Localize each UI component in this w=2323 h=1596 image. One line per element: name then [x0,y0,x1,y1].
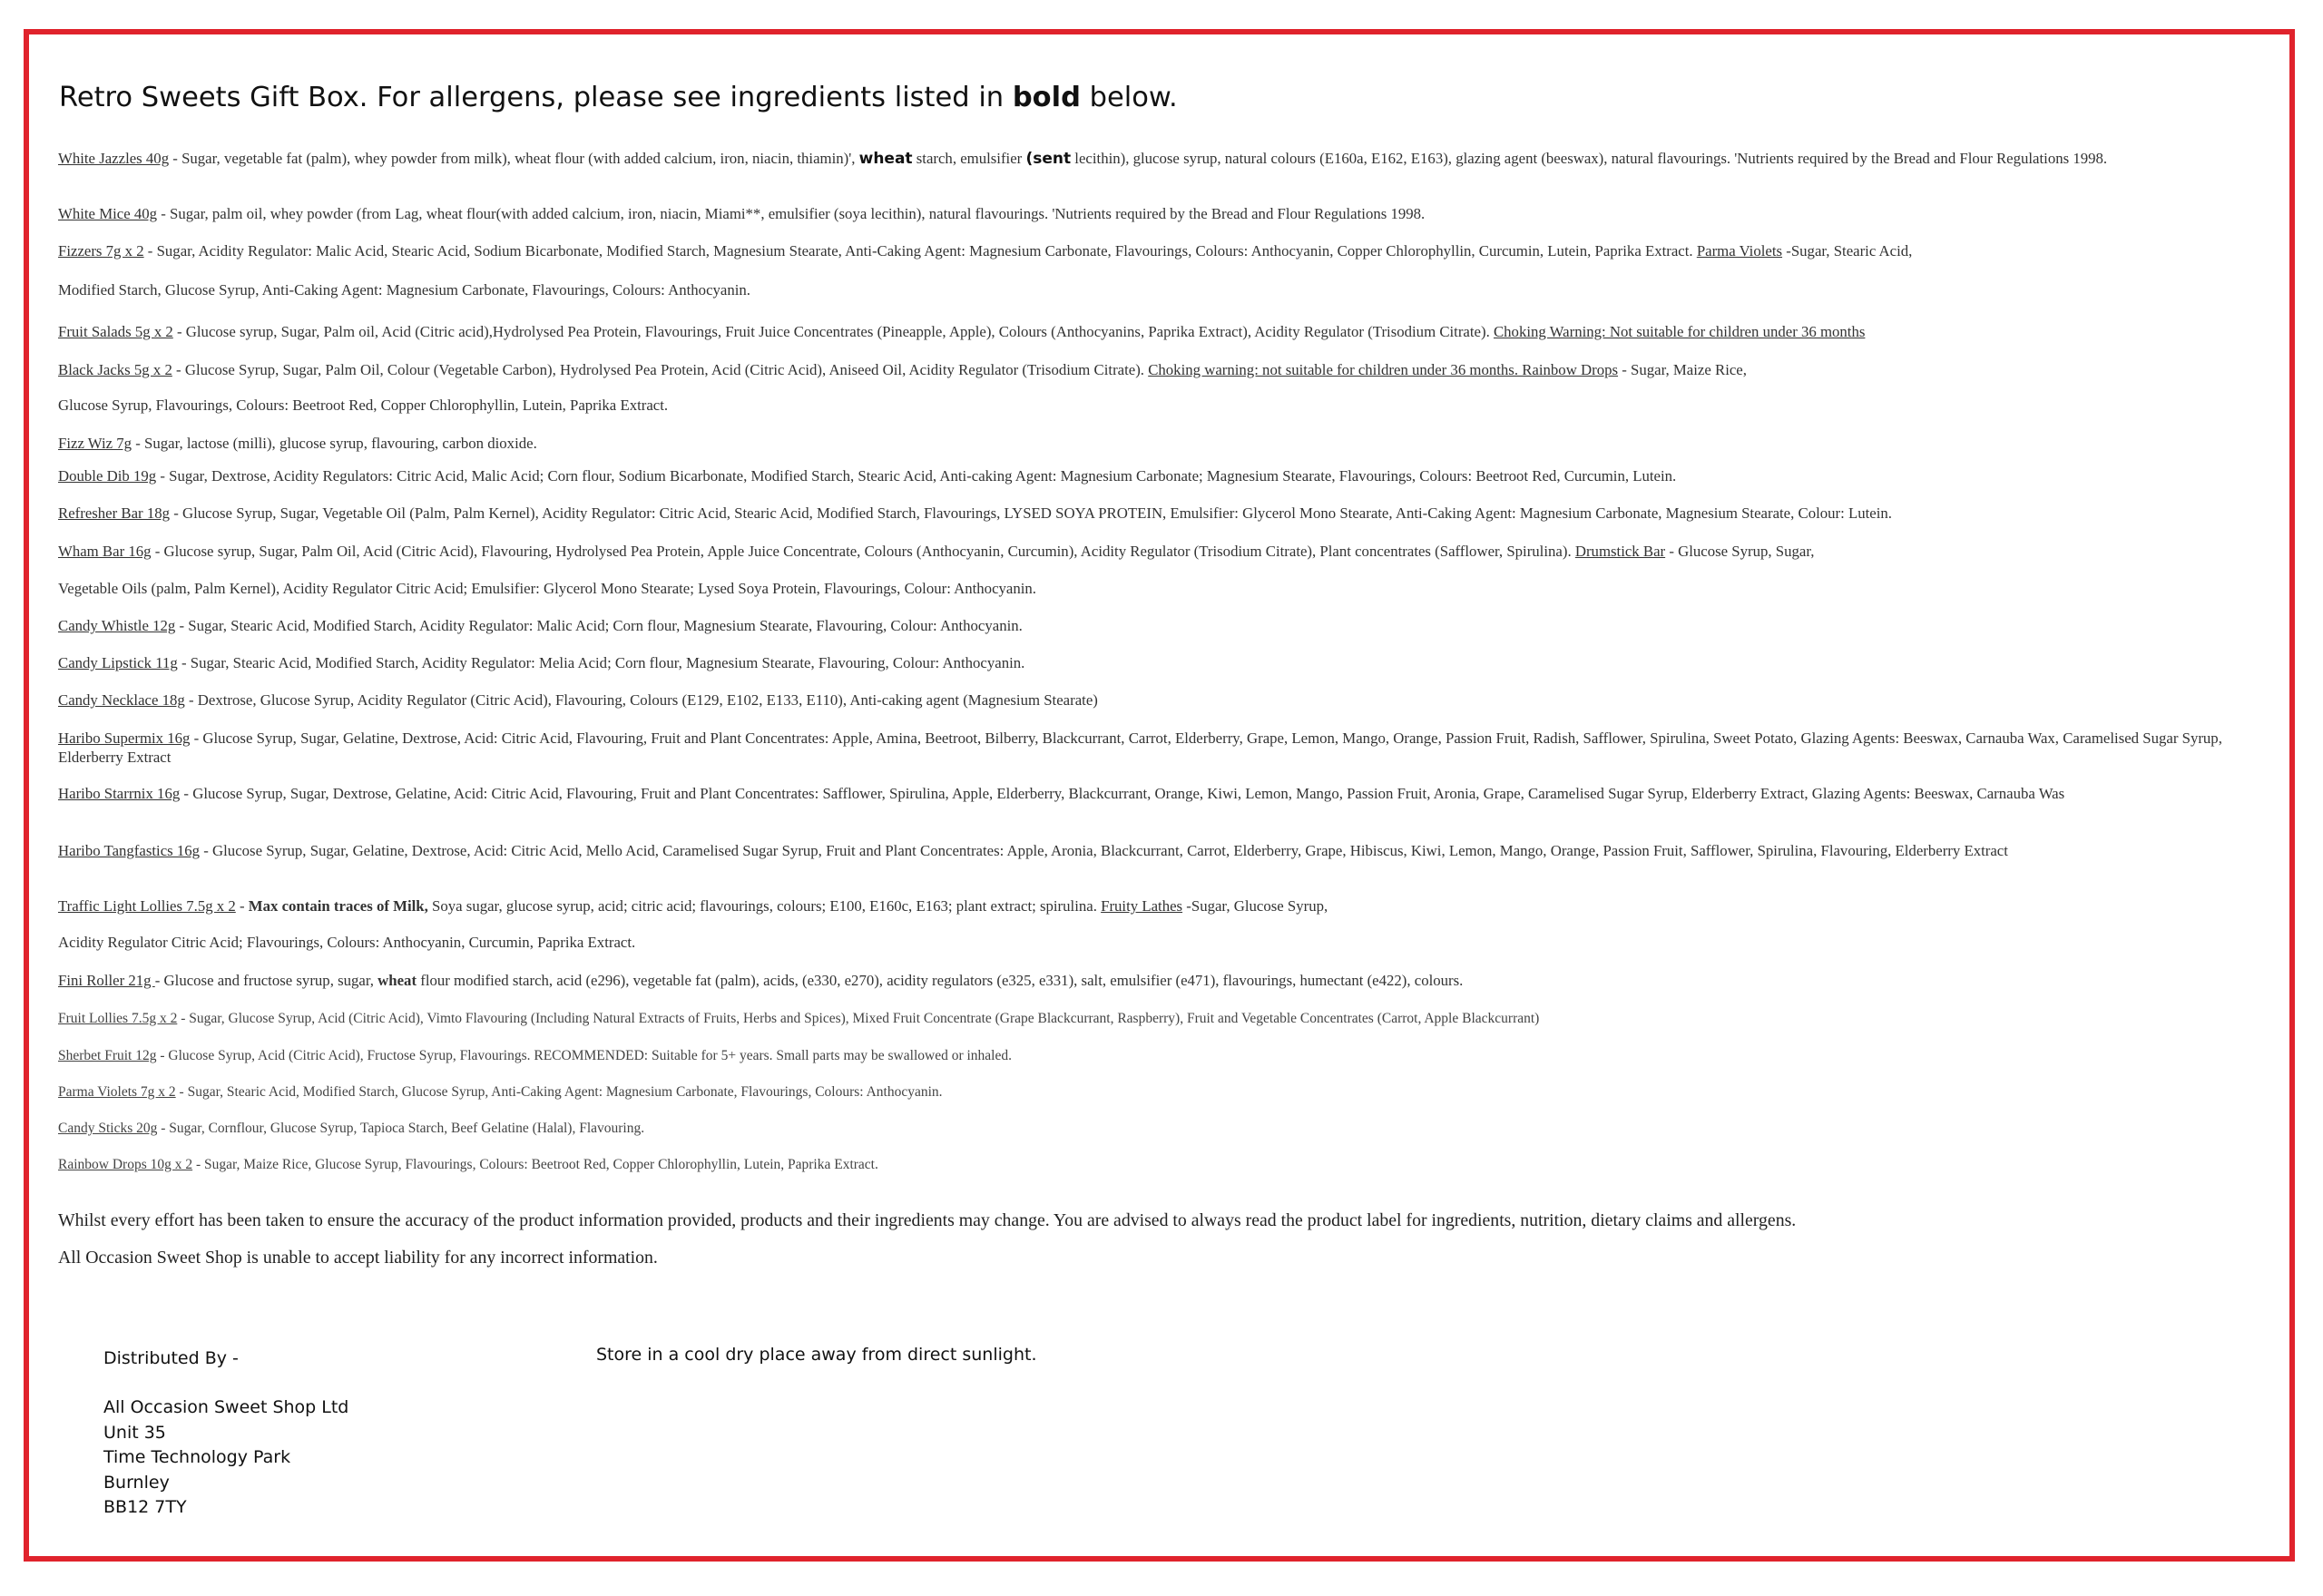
ingredient-fini-roller [58,972,2269,991]
choking-warning: Choking warning: not suitable for children under 36 months. Rainbow Drops [1148,361,1619,378]
ingredient-text: - Sugar, Cornflour, Glucose Syrup, Tapioca Starch, Beef Gelatine (Halal), Flavouring. [157,1121,645,1136]
product-name: Fruity Lathes [1101,897,1183,915]
ingredient-text: - Dextrose, Glucose Syrup, Acidity Regulator (Citric Acid), Flavouring, Colours (E129, E102, E133, E110), Anti-caking agent (Magnesium Stearate) [184,691,1098,709]
ingredient-refresher-bar [58,504,2269,524]
product-name: Fruit Lollies 7.5g x 2 [58,1011,178,1026]
distributed-by-label: Distributed By - [103,1348,239,1368]
ingredient-fizzers [58,242,2269,261]
ingredient-text: - Glucose Syrup, Sugar, [1665,543,1815,560]
product-name: Fruit Salads 5g x 2 [58,323,173,340]
ingredient-text: Vegetable Oils (palm, Palm Kernel), Acidity Regulator Citric Acid; Emulsifier: Glycerol Mono Stearate; Lysed Soya Protein, Flavourings, Colour: Anthocyanin. [58,580,1037,597]
product-name: Sherbet Fruit 12g [58,1048,157,1063]
ingredient-text: -Sugar, Glucose Syrup, [1182,897,1328,915]
allergen-warning-bold: Max contain traces of Milk, [248,897,428,915]
ingredient-wham-bar [58,543,2269,562]
address-postcode: BB12 7TY [103,1497,187,1517]
ingredient-text: - Sugar, lactose (milli), glucose syrup, flavouring, carbon dioxide. [132,435,537,452]
product-name: Parma Violets 7g x 2 [58,1084,176,1100]
choking-warning: Choking Warning: Not suitable for children under 36 months [1493,323,1866,340]
ingredient-text: lecithin), glucose syrup, natural colours (E160a, E162, E163), glazing agent (beeswax), natural flavourings. 'Nutrients required by the Bread and Flour Regulations 1998. [1071,150,2108,167]
address-park: Time Technology Park [103,1447,291,1467]
ingredient-text: - Glucose Syrup, Sugar, Gelatine, Dextrose, Acid: Citric Acid, Flavouring, Fruit and Plant Concentrates: Apple, Amina, Beetroot, Bilberry, Blackcurrant, Carrot, Elderberry, Grape, Lemon, Mango, Orange, Passion Fruit, Radish, Safflower, Spirulina, Sweet Potato, Glazing Agents: Beeswax, Carnauba Wax, Caramelised Sugar Syrup, Elderberry Extract [58,729,2222,766]
address-town: Burnley [103,1473,170,1493]
ingredient-fizz-wiz [58,435,2269,454]
ingredient-candy-necklace [58,691,2269,710]
ingredient-haribo-starrnix [58,785,2269,804]
product-name: Black Jacks 5g x 2 [58,361,172,378]
ingredient-candy-sticks [58,1120,2269,1139]
ingredient-text: flour modified starch, acid (e296), vegetable fat (palm), acids, (e330, e270), acidity regulators (e325, e331), salt, emulsifier (e471), flavourings, humectant (e422), colours. [417,972,1464,989]
ingredient-fruit-lollies [58,1010,2269,1029]
ingredient-text: - Sugar, Acidity Regulator: Malic Acid, Stearic Acid, Sodium Bicarbonate, Modified Starch, Magnesium Stearate, Anti-Caking Agent: Magnesium Carbonate, Flavourings, Colours: Anthocyanin, Copper Chlorophyllin, Curcumin, Lutein, Paprika Extract. [143,242,1697,259]
ingredient-drumstick-cont [58,580,2269,599]
ingredient-fruity-lathes-cont [58,934,2269,953]
ingredient-text: - [235,897,249,915]
ingredient-text: - Sugar, palm oil, whey powder (from Lag, wheat flour(with added calcium, iron, niacin, Miami**, emulsifier (soya lecithin), natural flavourings. 'Nutrients required by the Bread and Flour Regulations 1998. [157,205,1426,222]
allergen-bold: wheat [377,972,417,989]
ingredient-sherbet-fruit [58,1047,2269,1066]
ingredient-text: - Sugar, Maize Rice, [1618,361,1747,378]
product-name: Haribo Supermix 16g [58,729,191,747]
title-suffix: below. [1080,82,1178,113]
address-company: All Occasion Sweet Shop Ltd [103,1397,349,1417]
title-bold-word: bold [1012,82,1081,113]
ingredient-rainbow-drops [58,1156,2269,1175]
ingredient-text: Acidity Regulator Citric Acid; Flavourings, Colours: Anthocyanin, Curcumin, Paprika Extract. [58,934,636,951]
ingredient-haribo-tangfastics [58,842,2269,861]
ingredient-text: - Glucose Syrup, Sugar, Palm Oil, Colour (Vegetable Carbon), Hydrolysed Pea Protein, Acid (Citric Acid), Aniseed Oil, Acidity Regulator (Trisodium Citrate). [172,361,1149,378]
product-name: Haribo Tangfastics 16g [58,842,201,859]
ingredient-text: - Glucose syrup, Sugar, Palm oil, Acid (Citric acid),Hydrolysed Pea Protein, Flavourings, Fruit Juice Concentrates (Pineapple, Apple), Colours (Anthocyanins, Paprika Extract), Acidity Regulator (Trisodium Citrate). [172,323,1494,340]
product-name: Fizz Wiz 7g [58,435,132,452]
product-name: Candy Lipstick 11g [58,654,178,671]
ingredient-text: - Sugar, Stearic Acid, Modified Starch, Glucose Syrup, Anti-Caking Agent: Magnesium Carbonate, Flavourings, Colours: Anthocyanin. [175,1084,943,1100]
ingredient-parma-violets [58,1083,2269,1102]
product-name: Haribo Starrnix 16g [58,785,181,802]
ingredient-black-jacks [58,361,2269,380]
product-name: Candy Necklace 18g [58,691,185,709]
product-name: Candy Sticks 20g [58,1121,158,1136]
ingredient-text: Soya sugar, glucose syrup, acid; citric acid; flavourings, colours; E100, E160c, E163; plant extract; spirulina. [427,897,1102,915]
ingredient-text: - Glucose Syrup, Sugar, Gelatine, Dextrose, Acid: Citric Acid, Mello Acid, Caramelised Sugar Syrup, Fruit and Plant Concentrates: Apple, Aronia, Blackcurrant, Carrot, Elderberry, Grape, Hibiscus, Kiwi, Lemon, Mango, Orange, Passion Fruit, Safflower, Spirulina, Flavouring, Elderberry Extract [200,842,2008,859]
ingredient-white-jazzles [58,150,2269,169]
product-name: Candy Whistle 12g [58,617,176,634]
ingredient-text: -Sugar, Stearic Acid, [1782,242,1913,259]
product-name: White Mice 40g [58,205,158,222]
ingredient-white-mice [58,205,2269,224]
label-title [59,82,1178,113]
product-name: Rainbow Drops 10g x 2 [58,1157,193,1172]
ingredient-text: Modified Starch, Glucose Syrup, Anti-Caking Agent: Magnesium Carbonate, Flavourings, Colours: Anthocyanin. [58,281,750,299]
product-name: Fizzers 7g x 2 [58,242,144,259]
product-name: Wham Bar 16g [58,543,152,560]
title-text: Retro Sweets Gift Box. For allergens, please see ingredients listed in [59,82,1013,113]
ingredient-text: - Glucose syrup, Sugar, Palm Oil, Acid (Citric Acid), Flavouring, Hydrolysed Pea Protein, Apple Juice Concentrate, Colours (Anthocyanin, Curcumin), Acidity Regulator (Trisodium Citrate), Plant concentrates (Safflower, Spirulina). [151,543,1575,560]
ingredient-text: - Sugar, Glucose Syrup, Acid (Citric Acid), Vimto Flavouring (Including Natural Extracts of Fruits, Herbs and Spices), Mixed Fruit Concentrate (Grape Blackcurrant, Raspberry), Fruit and Vegetable Concentrates (Carrot, Apple Blackcurrant) [177,1011,1540,1026]
product-name: Parma Violets [1696,242,1783,259]
ingredient-text: - Glucose Syrup, Sugar, Vegetable Oil (Palm, Palm Kernel), Acidity Regulator: Citric Acid, Stearic Acid, Modified Starch, Flavourings, LYSED SOYA PROTEIN, Emulsifier: Glycerol Mono Stearate, Anti-Caking Agent: Magnesium Carbonate, Magnesium Stearate, Colour: Lutein. [170,504,1892,522]
address-unit: Unit 35 [103,1423,166,1443]
ingredient-text: starch, emulsifier [912,150,1026,167]
storage-instructions: Store in a cool dry place away from direct sunlight. [596,1345,1037,1365]
allergen-bold: (sent [1025,150,1072,168]
product-name: White Jazzles 40g [58,150,170,167]
product-name: Refresher Bar 18g [58,504,171,522]
ingredient-text: - Sugar, vegetable fat (palm), whey powder from milk), wheat flour (with added calcium, iron, niacin, thiamin)', [169,150,859,167]
ingredient-text: - Glucose Syrup, Acid (Citric Acid), Fructose Syrup, Flavourings. RECOMMENDED: Suitable for 5+ years. Small parts may be swallowed or inhaled. [156,1048,1012,1063]
ingredient-traffic-light-lollies [58,897,2269,916]
ingredient-fruit-salads [58,323,2269,342]
liability-line: All Occasion Sweet Shop is unable to accept liability for any incorrect information. [58,1248,658,1268]
ingredient-text: - Sugar, Maize Rice, Glucose Syrup, Flavourings, Colours: Beetroot Red, Copper Chlorophyllin, Lutein, Paprika Extract. [192,1157,878,1172]
ingredient-text: - Glucose and fructose syrup, sugar, [154,972,378,989]
product-name: Drumstick Bar [1574,543,1666,560]
product-name: Double Dib 19g [58,467,157,485]
ingredient-double-dib [58,467,2269,486]
ingredient-text: - Sugar, Stearic Acid, Modified Starch, Acidity Regulator: Melia Acid; Corn flour, Magnesium Stearate, Flavouring, Colour: Anthocyanin. [177,654,1025,671]
ingredient-parma-violets-cont [58,281,2269,300]
ingredient-text: Glucose Syrup, Flavourings, Colours: Beetroot Red, Copper Chlorophyllin, Lutein, Paprika Extract. [58,397,669,414]
disclaimer-line: Whilst every effort has been taken to ensure the accuracy of the product information provided, products and their ingredients may change. You are advised to always read the product label for ingredients, nutrition, dietary claims and allergens. [58,1210,1797,1230]
ingredient-haribo-supermix [58,729,2269,767]
ingredient-text: - Sugar, Dextrose, Acidity Regulators: Citric Acid, Malic Acid; Corn flour, Sodium Bicarbonate, Modified Starch, Stearic Acid, Anti-caking Agent: Magnesium Carbonate; Magnesium Stearate, Flavourings, Colours: Beetroot Red, Curcumin, Lutein. [156,467,1677,485]
ingredient-candy-lipstick [58,654,2269,673]
product-name: Fini Roller 21g [58,972,155,989]
allergen-bold: wheat [858,150,913,168]
product-name: Traffic Light Lollies 7.5g x 2 [58,897,236,915]
ingredient-rainbow-drops-cont [58,397,2269,416]
ingredient-text: - Glucose Syrup, Sugar, Dextrose, Gelatine, Acid: Citric Acid, Flavouring, Fruit and Plant Concentrates: Safflower, Spirulina, Apple, Elderberry, Blackcurrant, Orange, Kiwi, Lemon, Mango, Passion Fruit, Aronia, Grape, Caramelised Sugar Syrup, Elderberry Extract, Glazing Agents: Beeswax, Carnauba Was [180,785,2065,802]
ingredient-candy-whistle [58,617,2269,636]
ingredient-text: - Sugar, Stearic Acid, Modified Starch, Acidity Regulator: Malic Acid; Corn flour, Magnesium Stearate, Flavouring, Colour: Anthocyanin. [175,617,1023,634]
